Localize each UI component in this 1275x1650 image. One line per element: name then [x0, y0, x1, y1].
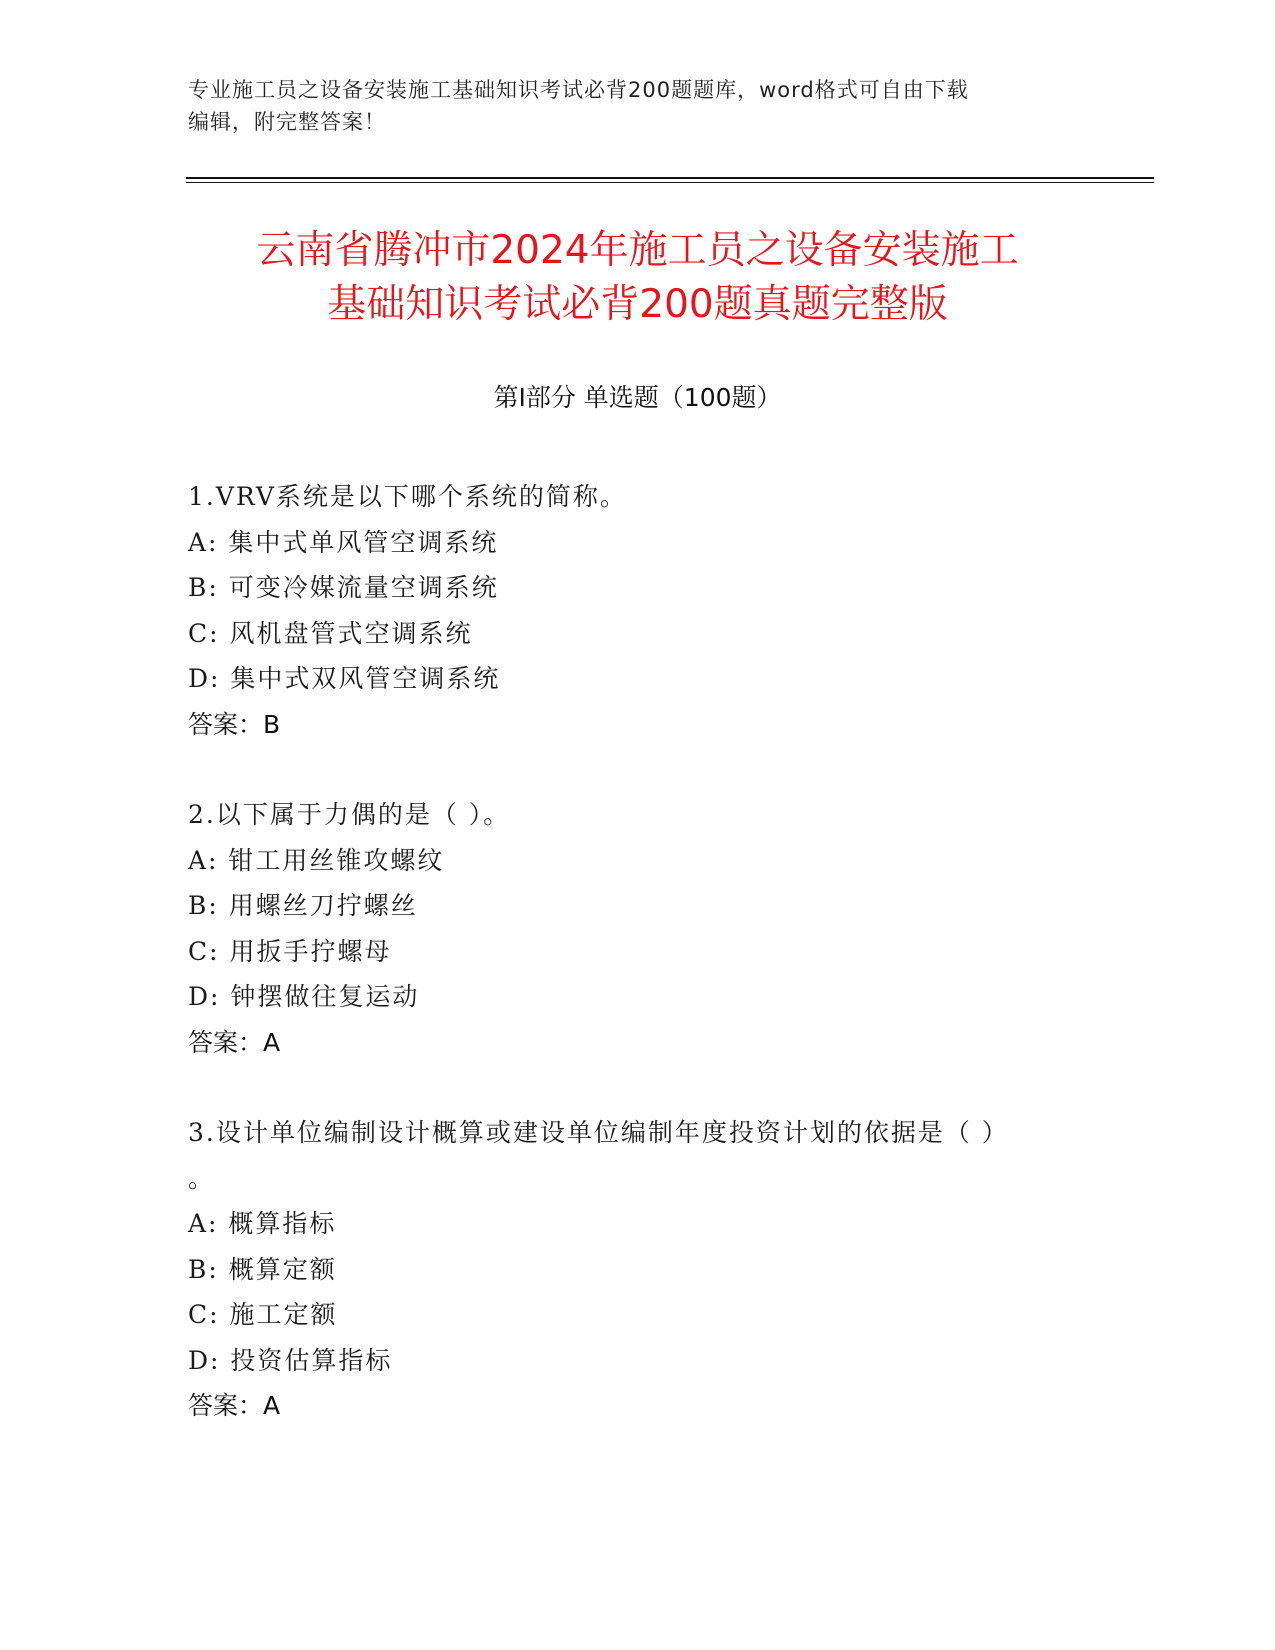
option-a: A: 钳工用丝锥攻螺纹 [188, 845, 445, 875]
header-note-line-1: 专业施工员之设备安装施工基础知识考试必背200题题库，word格式可自由下载 [188, 78, 969, 102]
header-divider-thick [186, 177, 1154, 179]
option-d: D: 钟摆做往复运动 [188, 982, 420, 1011]
header-note [188, 74, 1088, 138]
question-spacer [188, 747, 1088, 792]
answer: 答案：A [188, 1391, 281, 1420]
question-stem-continuation: 。 [188, 1163, 216, 1193]
option-d: D: 集中式双风管空调系统 [188, 664, 501, 693]
option-d: D: 投资估算指标 [188, 1345, 393, 1375]
option-c: C: 施工定额 [188, 1300, 338, 1329]
option-b: B: 用螺丝刀拧螺丝 [188, 891, 418, 920]
option-c: C: 风机盘管式空调系统 [188, 618, 473, 648]
option-b: B: 可变冷媒流量空调系统 [188, 573, 499, 602]
document-title-line-1: 云南省腾冲市2024年施工员之设备安装施工 [256, 228, 1019, 273]
answer: 答案：A [188, 1027, 281, 1057]
header-note-line-2: 编辑，附完整答案！ [188, 110, 386, 134]
question-stem: 3.设计单位编制设计概算或建设单位编制年度投资计划的依据是（ ） [188, 1118, 1009, 1147]
option-b: B: 概算定额 [188, 1254, 337, 1284]
document-title [120, 224, 1155, 332]
question-1 [188, 474, 1088, 747]
header-divider-thin [186, 182, 1154, 183]
option-c: C: 用扳手拧螺母 [188, 936, 392, 966]
question-list [188, 474, 1088, 1429]
document-title-line-2: 基础知识考试必背200题真题完整版 [327, 282, 948, 327]
option-a: A: 集中式单风管空调系统 [188, 527, 499, 557]
question-spacer [188, 1065, 1088, 1110]
section-heading: 第Ⅰ部分 单选题（100题） [493, 383, 782, 412]
option-a: A: 概算指标 [188, 1209, 337, 1238]
question-2 [188, 792, 1088, 1065]
answer: 答案：B [188, 709, 281, 739]
question-stem: 1.VRV系统是以下哪个系统的简称。 [188, 482, 627, 511]
question-3 [188, 1110, 1088, 1429]
question-stem: 2.以下属于力偶的是（ ）。 [188, 800, 511, 829]
